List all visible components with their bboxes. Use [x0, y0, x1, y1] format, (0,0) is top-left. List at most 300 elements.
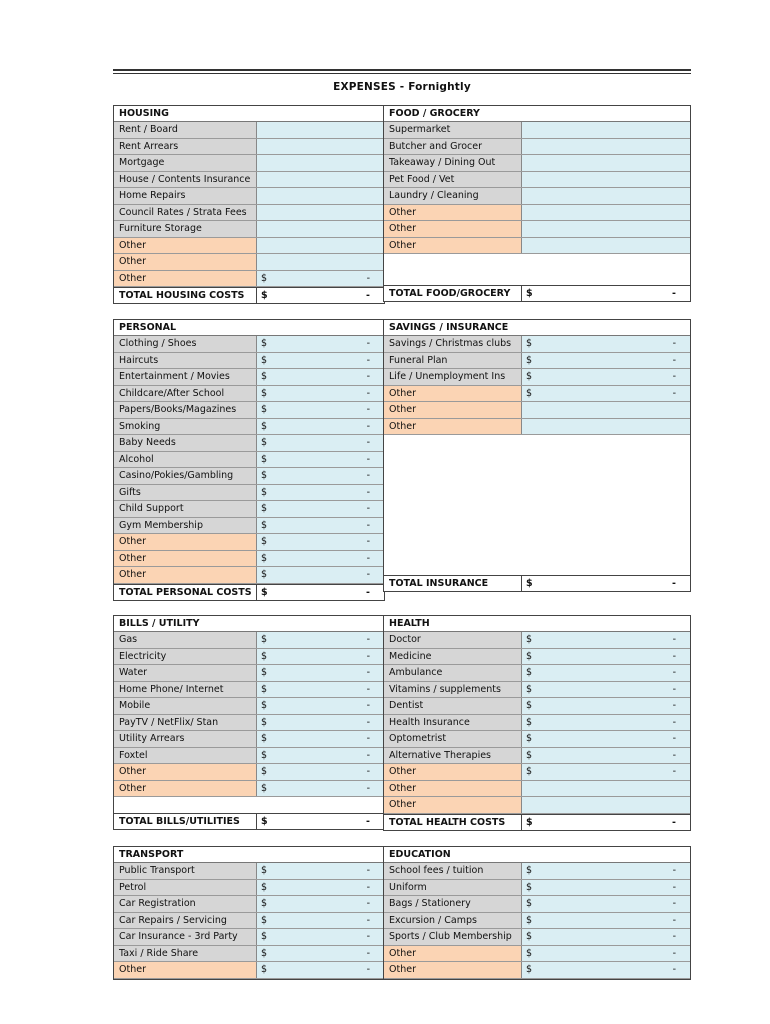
expense-row [114, 551, 384, 568]
expense-row [114, 139, 384, 156]
amount-field[interactable] [257, 880, 384, 896]
expense-label: PayTV / NetFlix/ Stan [114, 715, 257, 731]
expense-label: Taxi / Ride Share [114, 946, 257, 962]
total-value: - [366, 290, 370, 301]
expense-label: Pet Food / Vet [384, 172, 522, 188]
expense-row [384, 402, 690, 419]
expense-label: Rent Arrears [114, 139, 257, 155]
currency-symbol: $ [526, 964, 533, 975]
amount-field[interactable] [257, 962, 384, 978]
amount-value: - [366, 733, 370, 744]
expense-row [384, 913, 690, 930]
amount-field[interactable] [257, 946, 384, 962]
total-row [114, 287, 384, 303]
expense-row [384, 863, 690, 880]
currency-symbol: $ [261, 700, 268, 711]
amount-field[interactable] [257, 715, 384, 731]
expense-row [384, 205, 690, 222]
total-amount [257, 814, 384, 829]
amount-field[interactable] [257, 271, 384, 287]
amount-field[interactable] [522, 649, 690, 665]
amount-field[interactable] [257, 731, 384, 747]
amount-value: - [366, 964, 370, 975]
amount-field[interactable] [257, 122, 384, 138]
total-value: - [672, 577, 676, 589]
amount-value: - [366, 503, 370, 514]
currency-symbol: $ [526, 338, 533, 349]
currency-symbol: $ [261, 766, 268, 777]
expense-row [114, 369, 384, 386]
currency-symbol: $ [526, 881, 533, 893]
amount-field[interactable] [257, 781, 384, 797]
total-label: TOTAL INSURANCE [384, 576, 522, 591]
expense-row [114, 435, 384, 452]
amount-field[interactable] [257, 221, 384, 237]
expense-row [114, 386, 384, 403]
amount-field[interactable] [522, 797, 690, 813]
expense-row [384, 781, 690, 798]
expense-label: Supermarket [384, 122, 522, 138]
expense-row [384, 764, 690, 781]
amount-field[interactable] [522, 913, 690, 929]
currency-symbol: $ [261, 552, 268, 564]
amount-field[interactable] [257, 139, 384, 155]
amount-value: - [672, 716, 676, 728]
currency-symbol: $ [526, 387, 533, 399]
expense-label: Other [384, 386, 522, 402]
expense-row [114, 748, 384, 765]
expense-label: Other [114, 238, 257, 254]
amount-field[interactable] [522, 155, 690, 171]
amount-field[interactable] [257, 665, 384, 681]
expense-row [114, 122, 384, 139]
blank-row [384, 435, 690, 451]
expense-row [114, 188, 384, 205]
amount-field[interactable] [522, 665, 690, 681]
amount-field[interactable] [522, 715, 690, 731]
expense-label: Petrol [114, 880, 257, 896]
amount-field[interactable] [257, 567, 384, 583]
expense-label: Laundry / Cleaning [384, 188, 522, 204]
currency-symbol: $ [261, 404, 268, 415]
currency-symbol: $ [261, 371, 268, 382]
expense-row [114, 419, 384, 436]
currency-symbol: $ [526, 354, 533, 366]
expense-row [384, 962, 690, 979]
currency-symbol: $ [526, 288, 533, 299]
expense-label: Car Insurance - 3rd Party [114, 929, 257, 945]
expense-row [384, 419, 690, 436]
amount-value: - [672, 634, 676, 645]
amount-field[interactable] [522, 402, 690, 418]
amount-value: - [366, 404, 370, 415]
amount-field[interactable] [257, 748, 384, 764]
amount-field[interactable] [522, 632, 690, 648]
total-value: - [672, 288, 676, 299]
section-food [383, 105, 691, 302]
amount-value: - [366, 338, 370, 349]
expense-label: Child Support [114, 501, 257, 517]
amount-field[interactable] [522, 896, 690, 912]
currency-symbol: $ [526, 931, 533, 942]
amount-value: - [672, 898, 676, 909]
amount-field[interactable] [522, 863, 690, 879]
expense-label: Other [384, 764, 522, 780]
total-amount [257, 288, 384, 303]
amount-field[interactable] [522, 764, 690, 780]
expense-label: Dentist [384, 698, 522, 714]
total-label: TOTAL BILLS/UTILITIES [114, 814, 257, 829]
amount-value: - [366, 470, 370, 481]
expense-row [384, 649, 690, 666]
expense-label: Takeaway / Dining Out [384, 155, 522, 171]
amount-value: - [366, 700, 370, 711]
currency-symbol: $ [261, 536, 268, 547]
expense-row [384, 632, 690, 649]
expense-row [114, 649, 384, 666]
currency-symbol: $ [261, 716, 268, 728]
expense-row [114, 665, 384, 682]
expense-row [114, 880, 384, 897]
expense-label: Alcohol [114, 452, 257, 468]
amount-field[interactable] [257, 353, 384, 369]
amount-value: - [366, 371, 370, 382]
expense-row [384, 353, 690, 370]
total-value: - [366, 815, 370, 827]
amount-value: - [366, 354, 370, 366]
amount-field[interactable] [522, 205, 690, 221]
expense-row [384, 369, 690, 386]
amount-field[interactable] [522, 781, 690, 797]
amount-field[interactable] [522, 682, 690, 698]
expense-label: Sports / Club Membership [384, 929, 522, 945]
expense-row [114, 501, 384, 518]
currency-symbol: $ [261, 683, 268, 695]
expense-row [114, 485, 384, 502]
amount-field[interactable] [257, 485, 384, 501]
currency-symbol: $ [261, 898, 268, 909]
amount-value: - [366, 486, 370, 498]
expense-row [114, 913, 384, 930]
amount-field[interactable] [257, 205, 384, 221]
amount-value: - [366, 453, 370, 465]
amount-field[interactable] [257, 386, 384, 402]
amount-field[interactable] [257, 534, 384, 550]
expense-row [114, 632, 384, 649]
amount-value: - [366, 667, 370, 678]
amount-field[interactable] [257, 764, 384, 780]
amount-field[interactable] [257, 155, 384, 171]
expense-label: Funeral Plan [384, 353, 522, 369]
amount-field[interactable] [522, 880, 690, 896]
currency-symbol: $ [261, 931, 268, 942]
expense-row [384, 715, 690, 732]
expense-row [384, 386, 690, 403]
expense-row [114, 205, 384, 222]
expense-label: Other [384, 797, 522, 813]
expense-row [384, 698, 690, 715]
amount-field[interactable] [257, 336, 384, 352]
amount-field[interactable] [257, 254, 384, 270]
amount-field[interactable] [257, 929, 384, 945]
currency-symbol: $ [526, 733, 533, 744]
amount-field[interactable] [257, 896, 384, 912]
expense-row [114, 567, 384, 584]
amount-field[interactable] [522, 748, 690, 764]
amount-value: - [366, 914, 370, 926]
amount-value: - [366, 716, 370, 728]
amount-field[interactable] [257, 238, 384, 254]
total-amount [257, 585, 384, 600]
currency-symbol: $ [526, 766, 533, 777]
currency-symbol: $ [526, 700, 533, 711]
total-amount [522, 576, 690, 591]
expense-row [114, 682, 384, 699]
blank-row [384, 559, 690, 575]
expense-label: Other [384, 238, 522, 254]
currency-symbol: $ [261, 947, 268, 959]
blank-row [384, 497, 690, 513]
expense-row [114, 731, 384, 748]
amount-value: - [672, 947, 676, 959]
expense-row [114, 946, 384, 963]
section-savings [383, 319, 691, 592]
expense-row [384, 221, 690, 238]
amount-field[interactable] [522, 188, 690, 204]
amount-value: - [366, 536, 370, 547]
amount-value: - [672, 354, 676, 366]
currency-symbol: $ [261, 634, 268, 645]
currency-symbol: $ [261, 914, 268, 926]
section-transport [113, 846, 385, 980]
expense-label: Other [114, 254, 257, 270]
section-personal [113, 319, 385, 601]
expense-label: Haircuts [114, 353, 257, 369]
amount-value: - [366, 634, 370, 645]
expense-label: Childcare/After School [114, 386, 257, 402]
amount-field[interactable] [257, 913, 384, 929]
expense-row [384, 188, 690, 205]
amount-field[interactable] [522, 946, 690, 962]
currency-symbol: $ [261, 338, 268, 349]
currency-symbol: $ [261, 290, 268, 301]
amount-field[interactable] [257, 863, 384, 879]
expense-label: Baby Needs [114, 435, 257, 451]
currency-symbol: $ [261, 815, 268, 827]
expense-row [114, 221, 384, 238]
expense-row [114, 468, 384, 485]
expense-label: Papers/Books/Magazines [114, 402, 257, 418]
expense-row [114, 896, 384, 913]
expense-label: Uniform [384, 880, 522, 896]
expense-row [114, 863, 384, 880]
amount-field[interactable] [522, 929, 690, 945]
expense-label: Mortgage [114, 155, 257, 171]
amount-value: - [672, 964, 676, 975]
amount-value: - [366, 881, 370, 893]
amount-field[interactable] [257, 188, 384, 204]
expense-row [114, 781, 384, 798]
currency-symbol: $ [526, 577, 533, 589]
amount-value: - [366, 420, 370, 432]
amount-field[interactable] [257, 518, 384, 534]
expense-row [114, 172, 384, 189]
currency-symbol: $ [261, 650, 268, 662]
currency-symbol: $ [261, 569, 268, 580]
amount-field[interactable] [522, 238, 690, 254]
amount-field[interactable] [522, 122, 690, 138]
amount-field[interactable] [257, 468, 384, 484]
amount-field[interactable] [257, 501, 384, 517]
amount-field[interactable] [257, 649, 384, 665]
currency-symbol: $ [261, 667, 268, 678]
expense-label: Entertainment / Movies [114, 369, 257, 385]
amount-value: - [366, 865, 370, 876]
amount-field[interactable] [522, 731, 690, 747]
section-header: FOOD / GROCERY [384, 106, 690, 122]
section-education [383, 846, 691, 980]
amount-value: - [366, 552, 370, 564]
amount-field[interactable] [522, 419, 690, 435]
currency-symbol: $ [261, 437, 268, 448]
expense-row [114, 929, 384, 946]
expense-row [384, 929, 690, 946]
currency-symbol: $ [261, 881, 268, 893]
currency-symbol: $ [526, 716, 533, 728]
amount-field[interactable] [522, 353, 690, 369]
section-header: HOUSING [114, 106, 384, 122]
total-label: TOTAL HEALTH COSTS [384, 815, 522, 830]
total-label: TOTAL HOUSING COSTS [114, 288, 257, 303]
section-header: HEALTH [384, 616, 690, 632]
expense-label: Other [384, 402, 522, 418]
amount-field[interactable] [257, 369, 384, 385]
expense-row [384, 797, 690, 814]
expense-row [384, 665, 690, 682]
expense-row [384, 896, 690, 913]
expense-label: Car Repairs / Servicing [114, 913, 257, 929]
expense-label: Other [114, 962, 257, 978]
currency-symbol: $ [526, 865, 533, 876]
amount-field[interactable] [522, 172, 690, 188]
amount-value: - [672, 650, 676, 662]
expense-row [384, 122, 690, 139]
blank-row [384, 482, 690, 498]
blank-row [384, 451, 690, 467]
currency-symbol: $ [526, 371, 533, 382]
amount-value: - [672, 371, 676, 382]
amount-field[interactable] [257, 698, 384, 714]
expense-label: Other [384, 205, 522, 221]
expense-label: Other [114, 764, 257, 780]
top-rule [113, 69, 691, 71]
expense-row [384, 336, 690, 353]
currency-symbol: $ [261, 354, 268, 366]
blank-row [384, 466, 690, 482]
currency-symbol: $ [261, 387, 268, 399]
expense-label: Doctor [384, 632, 522, 648]
expense-label: Home Phone/ Internet [114, 682, 257, 698]
expense-label: Gym Membership [114, 518, 257, 534]
currency-symbol: $ [261, 782, 268, 794]
page-title: EXPENSES - Fornightly [333, 81, 471, 93]
amount-field[interactable] [522, 336, 690, 352]
amount-value: - [672, 733, 676, 744]
expense-label: House / Contents Insurance [114, 172, 257, 188]
amount-field[interactable] [257, 402, 384, 418]
amount-value: - [366, 437, 370, 448]
expense-label: Ambulance [384, 665, 522, 681]
expense-label: Health Insurance [384, 715, 522, 731]
amount-value: - [366, 782, 370, 794]
amount-field[interactable] [522, 962, 690, 978]
expense-label: Medicine [384, 649, 522, 665]
amount-field[interactable] [257, 435, 384, 451]
currency-symbol: $ [261, 865, 268, 876]
total-row [384, 575, 690, 591]
amount-field[interactable] [257, 551, 384, 567]
total-amount [522, 286, 690, 301]
expense-row [114, 452, 384, 469]
expense-label: Bags / Stationery [384, 896, 522, 912]
amount-field[interactable] [257, 682, 384, 698]
expense-row [384, 682, 690, 699]
expense-label: Other [384, 419, 522, 435]
amount-value: - [672, 881, 676, 893]
currency-symbol: $ [261, 519, 268, 531]
expense-label: Gas [114, 632, 257, 648]
expense-label: Other [384, 221, 522, 237]
currency-symbol: $ [261, 733, 268, 744]
amount-field[interactable] [522, 698, 690, 714]
amount-field[interactable] [257, 452, 384, 468]
expense-label: Car Registration [114, 896, 257, 912]
currency-symbol: $ [261, 272, 268, 284]
amount-field[interactable] [522, 139, 690, 155]
expense-label: Other [114, 551, 257, 567]
currency-symbol: $ [526, 667, 533, 678]
amount-value: - [366, 898, 370, 909]
expense-row [114, 254, 384, 271]
expense-label: Electricity [114, 649, 257, 665]
amount-field[interactable] [522, 386, 690, 402]
expense-label: Furniture Storage [114, 221, 257, 237]
expense-label: Rent / Board [114, 122, 257, 138]
expense-row [114, 271, 384, 288]
expense-label: Foxtel [114, 748, 257, 764]
amount-field[interactable] [522, 369, 690, 385]
expense-row [114, 402, 384, 419]
amount-field[interactable] [257, 419, 384, 435]
currency-symbol: $ [261, 586, 268, 598]
total-row [384, 814, 690, 830]
expense-row [114, 962, 384, 979]
amount-field[interactable] [257, 172, 384, 188]
amount-value: - [672, 700, 676, 711]
expense-label: Excursion / Camps [384, 913, 522, 929]
expense-row [384, 238, 690, 255]
amount-value: - [672, 865, 676, 876]
amount-field[interactable] [522, 221, 690, 237]
blank-row [384, 254, 690, 270]
blank-row [384, 513, 690, 529]
expense-row [384, 946, 690, 963]
currency-symbol: $ [526, 683, 533, 695]
expense-label: Other [114, 534, 257, 550]
amount-field[interactable] [257, 632, 384, 648]
blank-row [384, 270, 690, 286]
amount-value: - [672, 667, 676, 678]
